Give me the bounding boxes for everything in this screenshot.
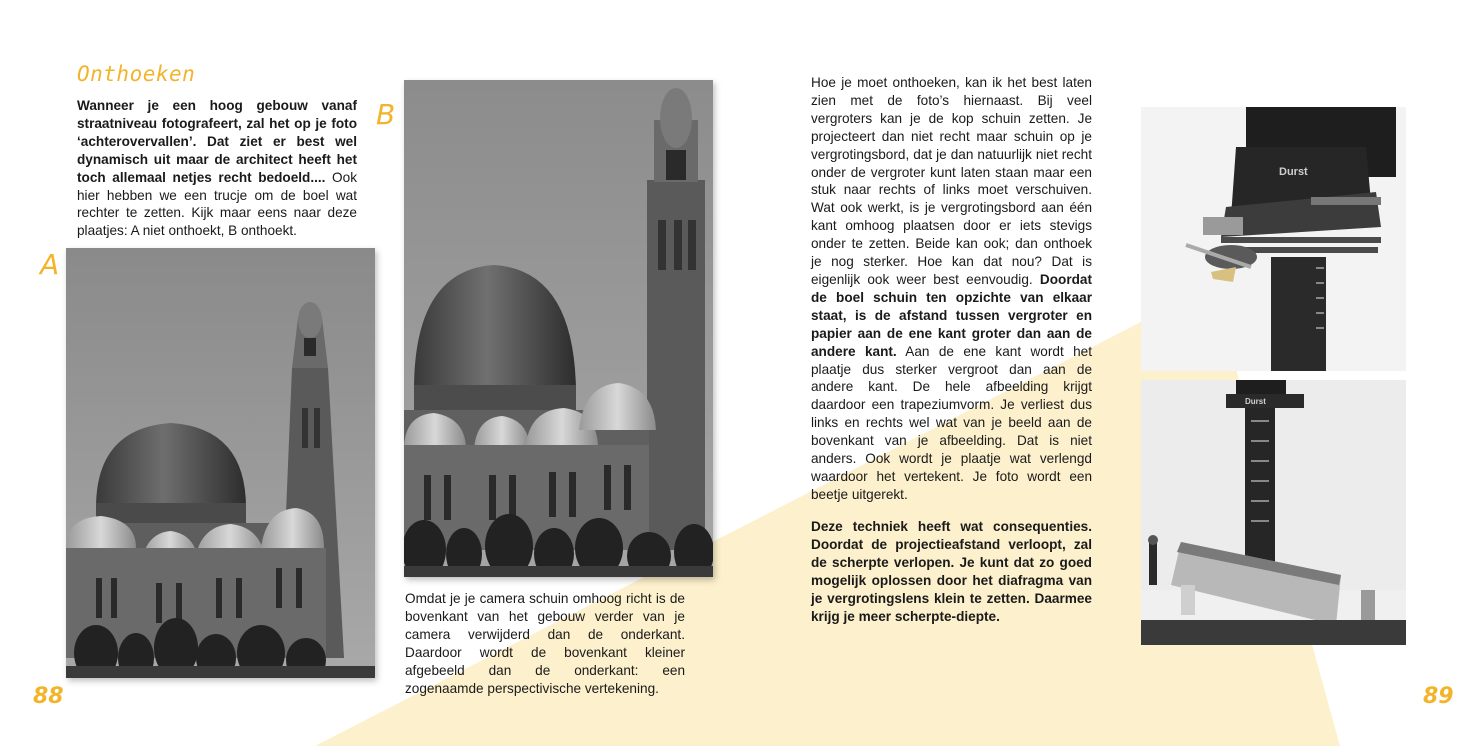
photo-enlarger-tilted-board <box>1141 380 1406 645</box>
photo-enlarger-head <box>1141 107 1406 371</box>
page-number-right: 89 <box>1423 684 1454 709</box>
photo-a-church-uncorrected <box>66 248 375 678</box>
photo-b-church-corrected <box>404 80 713 577</box>
durst-logo-c: Durst <box>1279 166 1308 178</box>
intro-normal: Ook hier hebben we een trucje om de boel wat rechter te zetten. Kijk maar eens naar deze plaatjes: A niet onthoekt, B onthoekt. <box>77 169 357 239</box>
intro-bold: Wanneer je een hoog gebouw vanaf straatniveau fotografeert, zal het op je foto ‘achterovervallen’. Dat ziet er best wel dynamisch uit maar de architect heeft het toch allemaal netjes recht bedoeld.... <box>77 98 357 185</box>
label-a: A <box>40 248 60 281</box>
body-part1: Hoe je moet onthoeken, kan ik het best laten zien met de foto’s hiernaast. Bij veel vergroters kan je de kop schuin zetten. Je projecteert dan niet recht maar schuin op je vergrotingsbord, dat je dan natuurlijk niet recht onder de vergroter kunt laten staan maar een stuk naar rechts of links moet verschuiven. Wat ook werkt, is je vergrotingsbord aan één kant omhoog plaatsen door er iets stevigs onder te zetten. Beide kan ook; dan onthoek je nog sterker. Hoe kan dat nou? Dat is eigenlijk ook weer best eenvoudig. <box>811 75 1092 287</box>
body-paragraph <box>811 74 1092 504</box>
body-part2: Aan de ene kant wordt het plaatje dus sterker vergroot dan aan de andere kant. De hele afbeelding krijgt daardoor een trapeziumvorm. Je verliest dus links en rechts wel wat van je beeld aan de bovenkant van je afbeelding. Dat is niet anders. Ook wordt je plaatje wat verlengd waardoor het vertekent. Je foto wordt een beetje uitgerekt. <box>811 343 1092 502</box>
consequences-paragraph: Deze techniek heeft wat consequenties. Doordat de projectieafstand verloopt, zal de scherpte verlopen. Je kunt dat zo goed mogelijk oplossen door het diafragma van je vergrotingslens klein te zetten. Daarmee krijg je meer scherpte-diepte. <box>811 519 1092 624</box>
durst-logo-d: Durst <box>1245 397 1266 406</box>
intro-paragraph <box>77 97 357 240</box>
page-title: Onthoeken <box>77 62 196 86</box>
label-b: B <box>376 98 396 131</box>
photo-caption: Omdat je je camera schuin omhoog richt is de bovenkant van het gebouw verder van je camera verwijderd dan de onderkant. Daardoor wordt de bovenkant kleiner afgebeeld dan de onderkant: een zogenaamde perspectivische vertekening. <box>405 591 685 696</box>
page-number-left: 88 <box>33 684 64 709</box>
body-bold: Doordat de boel schuin ten opzichte van elkaar staat, is de afstand tussen vergroter en papier aan de ene kant groter dan aan de andere kant. <box>811 271 1092 359</box>
